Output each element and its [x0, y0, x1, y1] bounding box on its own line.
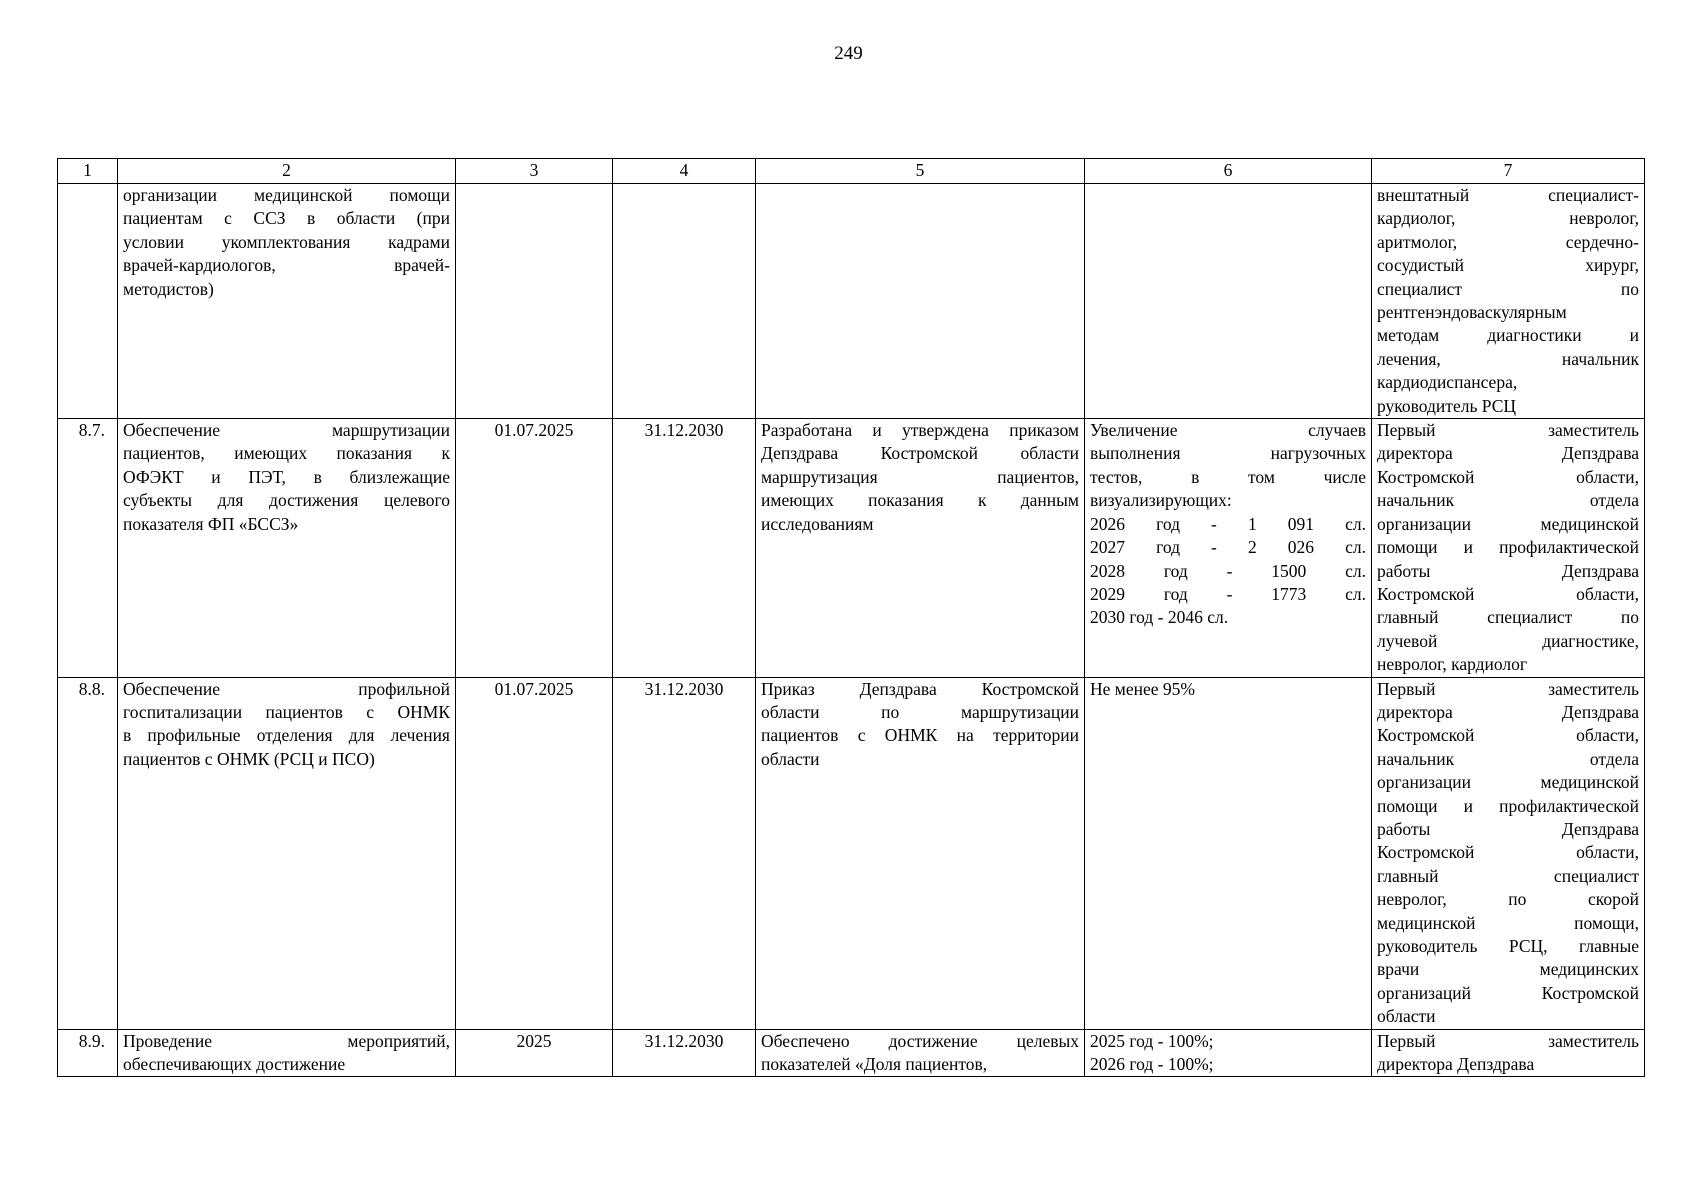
table-row [58, 677, 1645, 1029]
header-cell: 7 [1372, 159, 1645, 184]
result-description [756, 1029, 1085, 1077]
result-description [756, 677, 1085, 1029]
responsible-persons [1372, 419, 1645, 677]
end-date [613, 677, 756, 1029]
row-number [58, 184, 118, 419]
measure-description-line: обеспечивающих достижение [123, 1054, 346, 1075]
responsible-persons-line: организации медицинской [1377, 772, 1639, 793]
responsible-persons-line: помощи и профилактической [1377, 537, 1639, 558]
responsible-persons-line: рентгенэндоваскулярным [1377, 302, 1567, 323]
end-date [613, 419, 756, 677]
indicator-values-line: Не менее 95% [1090, 678, 1195, 699]
measure-description-line: в профильные отделения для лечения [123, 725, 450, 746]
indicator-values-line: Увеличение случаев [1090, 420, 1366, 441]
page-number: 249 [834, 43, 863, 64]
responsible-persons-line: главный специалист по [1377, 607, 1639, 628]
responsible-persons-line: методам диагностики и [1377, 325, 1639, 346]
header-cell: 5 [756, 159, 1085, 184]
responsible-persons-line: Костромской области, [1377, 842, 1639, 863]
responsible-persons-line: невролог, по скорой [1377, 889, 1639, 910]
responsible-persons-line: Первый заместитель [1377, 420, 1639, 441]
row-number-text: 8.9. [78, 1030, 105, 1051]
measure-description-line: организации медицинской помощи [123, 185, 450, 205]
measure-description-line: ОФЭКТ и ПЭТ, в близлежащие [123, 466, 450, 487]
result-description-line: пациентов с ОНМК на территории [761, 725, 1079, 746]
measure-description [118, 677, 456, 1029]
result-description-line: имеющих показания к данным [761, 490, 1079, 511]
responsible-persons-line: специалист по [1377, 278, 1639, 299]
end-date-text: 31.12.2030 [644, 420, 724, 441]
table-row [58, 1029, 1645, 1077]
header-cell: 4 [613, 159, 756, 184]
indicator-values-line: 2026 год - 100%; [1090, 1054, 1214, 1075]
result-description-line: показателей «Доля пациентов, [761, 1054, 988, 1075]
indicator-values-line: 2026 год - 1 091 сл. [1090, 513, 1366, 534]
responsible-persons-line: Первый заместитель [1377, 678, 1639, 699]
responsible-persons-line: лечения, начальник [1377, 348, 1639, 369]
header-cell: 6 [1085, 159, 1372, 184]
measure-description-line: Обеспечение профильной [123, 678, 450, 699]
start-date-text: 01.07.2025 [494, 678, 574, 699]
header-cell: 2 [118, 159, 456, 184]
table-row [58, 184, 1645, 419]
responsible-persons-line: Первый заместитель [1377, 1030, 1639, 1051]
indicator-values-line: визуализирующих: [1090, 490, 1232, 511]
responsible-persons-line: помощи и профилактической [1377, 795, 1639, 816]
measure-description [118, 184, 456, 419]
responsible-persons-line: кардиолог, невролог, [1377, 208, 1639, 229]
indicator-values-line: 2028 год - 1500 сл. [1090, 560, 1366, 581]
result-description-line: Разработана и утверждена приказом [761, 420, 1079, 441]
indicator-values [1085, 184, 1372, 419]
responsible-persons-line: внештатный специалист- [1377, 185, 1639, 205]
row-number-text: 8.8. [78, 678, 105, 699]
result-description-line: Депздрава Костромской области [761, 443, 1079, 464]
measure-description-line: Обеспечение маршрутизации [123, 420, 450, 441]
measure-description [118, 419, 456, 677]
result-description [756, 184, 1085, 419]
responsible-persons-line: руководитель РСЦ [1377, 395, 1517, 416]
start-date [456, 677, 613, 1029]
result-description-line: маршрутизация пациентов, [761, 466, 1079, 487]
indicator-values [1085, 677, 1372, 1029]
responsible-persons [1372, 677, 1645, 1029]
responsible-persons [1372, 1029, 1645, 1077]
responsible-persons-line: Костромской области, [1377, 725, 1639, 746]
responsible-persons-line: медицинской помощи, [1377, 912, 1639, 933]
result-description-line: области [761, 748, 820, 769]
indicator-values-line: 2030 год - 2046 сл. [1090, 607, 1229, 628]
responsible-persons-line: невролог, кардиолог [1377, 654, 1528, 675]
end-date [613, 1029, 756, 1077]
responsible-persons-line: главный специалист [1377, 865, 1639, 886]
row-number [58, 1029, 118, 1077]
indicator-values-line: 2027 год - 2 026 сл. [1090, 537, 1366, 558]
end-date [613, 184, 756, 419]
responsible-persons-line: Костромской области, [1377, 583, 1639, 604]
responsible-persons-line: организаций Костромской [1377, 982, 1639, 1003]
measure-description-line: пациентов, имеющих показания к [123, 443, 450, 464]
measure-description-line: Проведение мероприятий, [123, 1030, 450, 1051]
responsible-persons [1372, 184, 1645, 419]
measure-description-line: субъекты для достижения целевого [123, 490, 450, 511]
responsible-persons-line: Костромской области, [1377, 466, 1639, 487]
responsible-persons-line: руководитель РСЦ, главные [1377, 936, 1639, 956]
responsible-persons-line: врачи медицинских [1377, 959, 1639, 980]
row-number [58, 419, 118, 677]
start-date-text: 2025 [516, 1030, 552, 1051]
measures-table [57, 158, 1645, 1077]
responsible-persons-line: лучевой диагностике, [1377, 630, 1639, 651]
responsible-persons-line: кардиодиспансера, [1377, 372, 1518, 393]
indicator-values-line: выполнения нагрузочных [1090, 443, 1366, 464]
indicator-values [1085, 419, 1372, 677]
measure-description-line: пациентам с ССЗ в области (при [123, 208, 450, 229]
indicator-values-line: 2029 год - 1773 сл. [1090, 583, 1366, 604]
result-description-line: исследованиям [761, 513, 874, 534]
responsible-persons-line: сосудистый хирург, [1377, 255, 1639, 276]
measure-description [118, 1029, 456, 1077]
header-cell: 1 [58, 159, 118, 184]
measure-description-line: показателя ФП «БССЗ» [123, 513, 299, 534]
responsible-persons-line: работы Депздрава [1377, 560, 1639, 581]
row-number-text: 8.7. [78, 420, 105, 441]
responsible-persons-line: директора Депздрава [1377, 443, 1639, 464]
responsible-persons-line: начальник отдела [1377, 490, 1639, 511]
indicator-values [1085, 1029, 1372, 1077]
end-date-text: 31.12.2030 [644, 1030, 724, 1051]
start-date [456, 419, 613, 677]
responsible-persons-line: аритмолог, сердечно- [1377, 231, 1639, 252]
start-date-text: 01.07.2025 [494, 420, 574, 441]
result-description [756, 419, 1085, 677]
responsible-persons-line: работы Депздрава [1377, 818, 1639, 839]
responsible-persons-line: организации медицинской [1377, 513, 1639, 534]
result-description-line: области по маршрутизации [761, 701, 1079, 722]
measure-description-line: пациентов с ОНМК (РСЦ и ПСО) [123, 748, 375, 769]
indicator-values-line: тестов, в том числе [1090, 466, 1366, 487]
table-header-row [58, 159, 1645, 184]
start-date [456, 1029, 613, 1077]
table-row [58, 419, 1645, 677]
indicator-values-line: 2025 год - 100%; [1090, 1030, 1214, 1051]
responsible-persons-line: области [1377, 1006, 1436, 1027]
responsible-persons-line: директора Депздрава [1377, 1054, 1535, 1075]
start-date [456, 184, 613, 419]
responsible-persons-line: директора Депздрава [1377, 701, 1639, 722]
row-number [58, 677, 118, 1029]
measure-description-line: методистов) [123, 278, 214, 299]
result-description-line: Приказ Депздрава Костромской [761, 678, 1079, 699]
header-cell: 3 [456, 159, 613, 184]
responsible-persons-line: начальник отдела [1377, 748, 1639, 769]
measure-description-line: условии укомплектования кадрами [123, 231, 450, 252]
result-description-line: Обеспечено достижение целевых [761, 1030, 1079, 1051]
measure-description-line: госпитализации пациентов с ОНМК [123, 701, 450, 722]
end-date-text: 31.12.2030 [644, 678, 724, 699]
measure-description-line: врачей-кардиологов, врачей- [123, 255, 450, 276]
